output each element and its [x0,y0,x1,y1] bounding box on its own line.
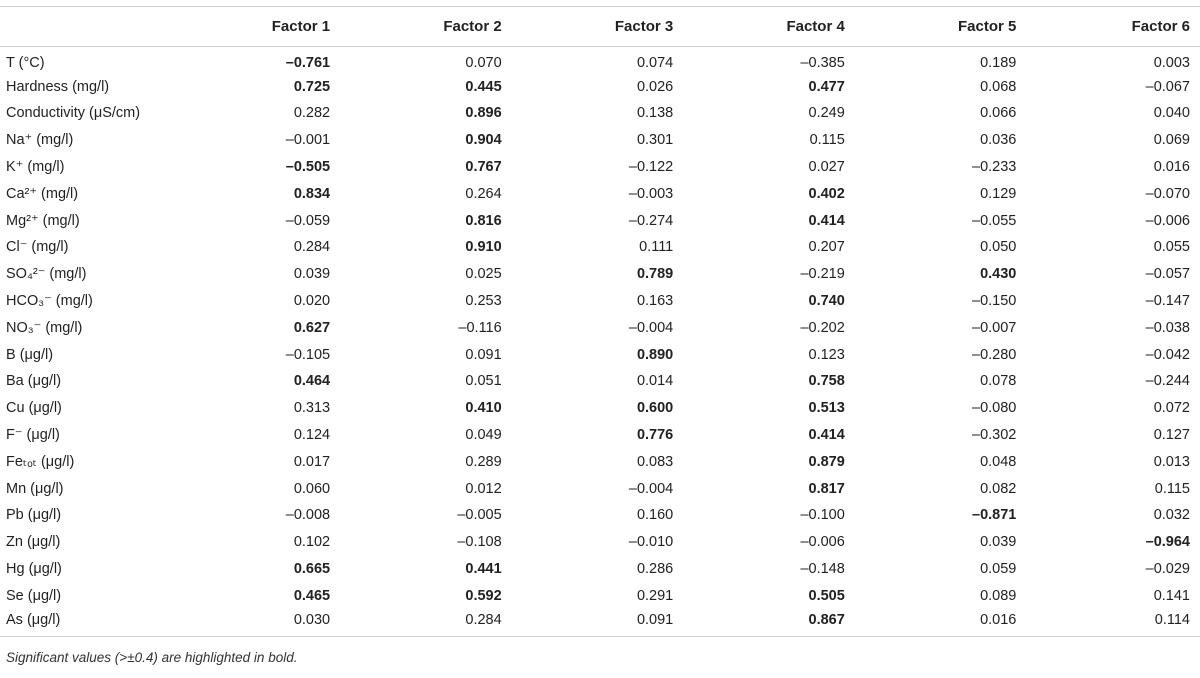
row-label: Feₜₒₜ (μg/l) [6,453,75,470]
table-body [0,47,1200,637]
loading-value-factor-5: –0.150 [972,293,1017,310]
loading-value-factor-1: –0.505 [285,159,331,176]
loading-value-factor-1: –0.059 [285,212,331,229]
row-label: Na⁺ (mg/l) [6,132,74,149]
loading-value-factor-6: –0.042 [1145,346,1190,363]
loading-value-factor-2: 0.284 [342,609,514,636]
header-factor-6: Factor 6 [1028,7,1200,47]
loading-value-factor-5: 0.036 [980,132,1017,149]
loading-value-factor-3: 0.789 [636,266,674,283]
loading-value-factor-1: 0.060 [293,480,331,497]
loading-value-factor-4: 0.027 [808,159,845,176]
loading-value-factor-2: 0.253 [465,293,502,310]
loading-value-factor-2: 0.445 [465,78,502,95]
table-row [0,556,1200,583]
loading-value-factor-6: 0.040 [1153,105,1190,122]
loading-value-factor-3: 0.600 [636,400,674,417]
table-row [0,422,1200,449]
loading-value-factor-1: 0.030 [171,609,343,636]
loading-value-factor-3: 0.111 [639,239,674,256]
loading-value-factor-6: 0.003 [1153,55,1190,72]
loading-value-factor-4: 0.477 [808,78,845,95]
loading-value-factor-5: 0.039 [980,534,1017,551]
loading-value-factor-5: 0.430 [980,266,1017,283]
loading-value-factor-3: –0.004 [628,480,674,497]
loading-value-factor-6: –0.964 [1145,534,1190,551]
loading-value-factor-1: 0.834 [293,185,331,202]
loading-value-factor-2: –0.005 [457,507,502,524]
loading-value-factor-6: –0.057 [1145,266,1190,283]
loading-value-factor-4: –0.100 [800,507,845,524]
table-row [0,529,1200,556]
table-row [0,100,1200,127]
loading-value-factor-1: 0.284 [293,239,331,256]
loading-value-factor-3: –0.004 [628,319,674,336]
loading-value-factor-6: –0.147 [1145,293,1190,310]
row-label: As (μg/l) [0,609,171,636]
table-row [0,368,1200,395]
table-header [0,7,1200,47]
loading-value-factor-2: 0.264 [465,185,502,202]
loading-value-factor-1: 0.465 [293,587,331,604]
loading-value-factor-4: 0.402 [808,185,845,202]
row-label: Cl⁻ (mg/l) [6,239,69,256]
loading-value-factor-1: –0.105 [285,346,331,363]
loading-value-factor-2: 0.592 [465,587,502,604]
loading-value-factor-5: 0.059 [980,561,1017,578]
loading-value-factor-3: 0.026 [636,78,674,95]
table-row [0,448,1200,475]
loading-value-factor-5: 0.078 [980,373,1017,390]
loading-value-factor-5: –0.280 [972,346,1017,363]
row-label: F⁻ (μg/l) [6,427,60,444]
loading-value-factor-1: 0.017 [293,453,331,470]
table-row [0,127,1200,154]
loading-value-factor-3: 0.776 [636,427,674,444]
row-label: Ba (μg/l) [6,373,62,390]
loading-value-factor-2: 0.289 [465,453,502,470]
loading-value-factor-5: 0.050 [980,239,1017,256]
loading-value-factor-6: –0.038 [1145,319,1190,336]
loading-value-factor-3: –0.122 [628,159,674,176]
table-row [0,73,1200,100]
loading-value-factor-2: 0.441 [465,561,502,578]
loading-value-factor-4: –0.385 [800,55,845,72]
header-row [0,7,1200,47]
row-label: B (μg/l) [6,346,54,363]
loading-value-factor-6: 0.141 [1153,587,1190,604]
loading-value-factor-4: 0.249 [808,105,845,122]
loading-value-factor-4: 0.115 [809,132,845,149]
row-label: Hg (μg/l) [6,561,62,578]
loading-value-factor-3: 0.014 [636,373,674,390]
loading-value-factor-5: –0.007 [972,319,1017,336]
row-label: Mg²⁺ (mg/l) [6,212,80,229]
loading-value-factor-5: 0.189 [980,55,1017,72]
loading-value-factor-2: 0.025 [465,266,502,283]
loading-value-factor-6: –0.070 [1145,185,1190,202]
loading-value-factor-4: 0.879 [808,453,845,470]
loading-value-factor-1: 0.102 [293,534,331,551]
loading-value-factor-2: 0.410 [465,400,502,417]
loading-value-factor-6: –0.244 [1145,373,1190,390]
loading-value-factor-2: –0.108 [457,534,502,551]
loading-value-factor-6: 0.032 [1153,507,1190,524]
loading-value-factor-2: 0.051 [465,373,502,390]
loading-value-factor-1: –0.008 [285,507,331,524]
loading-value-factor-1: –0.761 [285,55,331,72]
loading-value-factor-4: –0.219 [800,266,845,283]
loading-value-factor-3: 0.301 [636,132,674,149]
table-row [0,288,1200,315]
loading-value-factor-2: 0.910 [465,239,502,256]
row-label: Zn (μg/l) [6,534,61,551]
header-factor-1: Factor 1 [171,7,343,47]
loading-value-factor-5: –0.080 [972,400,1017,417]
loading-value-factor-3: 0.163 [636,293,674,310]
loading-value-factor-2: 0.012 [465,480,502,497]
loading-value-factor-2: 0.070 [465,55,502,72]
header-factor-3: Factor 3 [514,7,686,47]
loading-value-factor-5: –0.302 [972,427,1017,444]
table-footnote: Significant values (>±0.4) are highlighted in bold. [6,650,298,665]
loading-value-factor-4: 0.758 [808,373,845,390]
loading-value-factor-3: 0.291 [636,587,674,604]
table-row [0,341,1200,368]
loading-value-factor-6: 0.072 [1153,400,1190,417]
table-row [0,395,1200,422]
row-label: Hardness (mg/l) [6,78,110,95]
loading-value-factor-3: 0.091 [514,609,686,636]
loading-value-factor-4: –0.202 [800,319,845,336]
factor-loadings-table [0,6,1200,637]
table-row [0,475,1200,502]
row-label: T (°C) [6,55,45,72]
row-label: HCO₃⁻ (mg/l) [6,293,93,310]
loading-value-factor-4: 0.414 [808,427,845,444]
loading-value-factor-6: 0.016 [1153,159,1190,176]
loading-value-factor-4: 0.414 [808,212,845,229]
row-label: Conductivity (μS/cm) [6,105,141,122]
loading-value-factor-1: 0.725 [293,78,331,95]
loading-value-factor-5: –0.233 [972,159,1017,176]
loading-value-factor-3: 0.890 [636,346,674,363]
loading-value-factor-3: 0.083 [636,453,674,470]
loading-value-factor-1: 0.313 [293,400,331,417]
loading-value-factor-4: –0.148 [800,561,845,578]
loading-value-factor-5: 0.089 [980,587,1017,604]
loading-value-factor-2: 0.904 [465,132,502,149]
loading-value-factor-4: 0.740 [808,293,845,310]
loading-value-factor-2: 0.816 [465,212,502,229]
table-row [0,582,1200,609]
loading-value-factor-4: 0.867 [685,609,857,636]
loading-value-factor-1: 0.627 [293,319,331,336]
loading-value-factor-6: 0.115 [1154,480,1190,497]
loading-value-factor-2: 0.767 [465,159,502,176]
row-label: K⁺ (mg/l) [6,159,65,176]
header-factor-5: Factor 5 [857,7,1029,47]
row-label: Pb (μg/l) [6,507,62,524]
loading-value-factor-3: –0.274 [628,212,674,229]
loading-value-factor-6: 0.114 [1028,609,1200,636]
loading-value-factor-3: 0.074 [636,55,674,72]
table-row [0,502,1200,529]
row-label: Ca²⁺ (mg/l) [6,185,79,202]
table-row [0,207,1200,234]
loading-value-factor-3: 0.160 [636,507,674,524]
loading-value-factor-4: 0.513 [808,400,845,417]
table-row [0,47,1200,74]
loading-value-factor-3: 0.138 [636,105,674,122]
loading-value-factor-4: 0.207 [808,239,845,256]
loading-value-factor-1: 0.020 [293,293,331,310]
loading-value-factor-6: –0.006 [1145,212,1190,229]
header-factor-2: Factor 2 [342,7,514,47]
loading-value-factor-6: 0.069 [1153,132,1190,149]
row-label: Se (μg/l) [6,587,62,604]
loading-value-factor-2: 0.049 [465,427,502,444]
loading-value-factor-5: –0.055 [972,212,1017,229]
row-label: NO₃⁻ (mg/l) [6,319,83,336]
row-label: Mn (μg/l) [6,480,64,497]
loading-value-factor-5: 0.082 [980,480,1017,497]
loading-value-factor-3: –0.010 [628,534,674,551]
loading-value-factor-6: 0.127 [1153,427,1190,444]
loading-value-factor-5: 0.129 [980,185,1017,202]
loading-value-factor-5: 0.016 [857,609,1029,636]
loading-value-factor-5: –0.871 [972,507,1017,524]
header-corner [0,7,171,47]
table-row [0,609,1200,636]
loading-value-factor-6: –0.067 [1145,78,1190,95]
loading-value-factor-4: 0.123 [808,346,845,363]
row-label: SO₄²⁻ (mg/l) [6,266,87,283]
loading-value-factor-4: 0.505 [808,587,845,604]
table-row [0,180,1200,207]
table-row [0,154,1200,181]
loading-value-factor-1: –0.001 [285,132,331,149]
table-row [0,261,1200,288]
loading-value-factor-1: 0.282 [293,105,331,122]
loading-value-factor-4: 0.817 [808,480,845,497]
loading-value-factor-6: 0.055 [1153,239,1190,256]
loading-value-factor-3: –0.003 [628,185,674,202]
loading-value-factor-4: –0.006 [800,534,845,551]
loading-value-factor-5: 0.068 [980,78,1017,95]
loading-value-factor-2: 0.896 [465,105,502,122]
loading-value-factor-1: 0.665 [293,561,331,578]
loading-value-factor-1: 0.464 [293,373,331,390]
loading-value-factor-3: 0.286 [636,561,674,578]
loading-value-factor-6: –0.029 [1145,561,1190,578]
header-factor-4: Factor 4 [685,7,857,47]
row-label: Cu (μg/l) [6,400,62,417]
table-row [0,314,1200,341]
loading-value-factor-6: 0.013 [1153,453,1190,470]
table-row [0,234,1200,261]
loading-value-factor-2: 0.091 [465,346,502,363]
loading-value-factor-5: 0.066 [980,105,1017,122]
loading-value-factor-1: 0.124 [293,427,331,444]
loading-value-factor-2: –0.116 [458,319,502,336]
loading-value-factor-5: 0.048 [980,453,1017,470]
loading-value-factor-1: 0.039 [293,266,331,283]
